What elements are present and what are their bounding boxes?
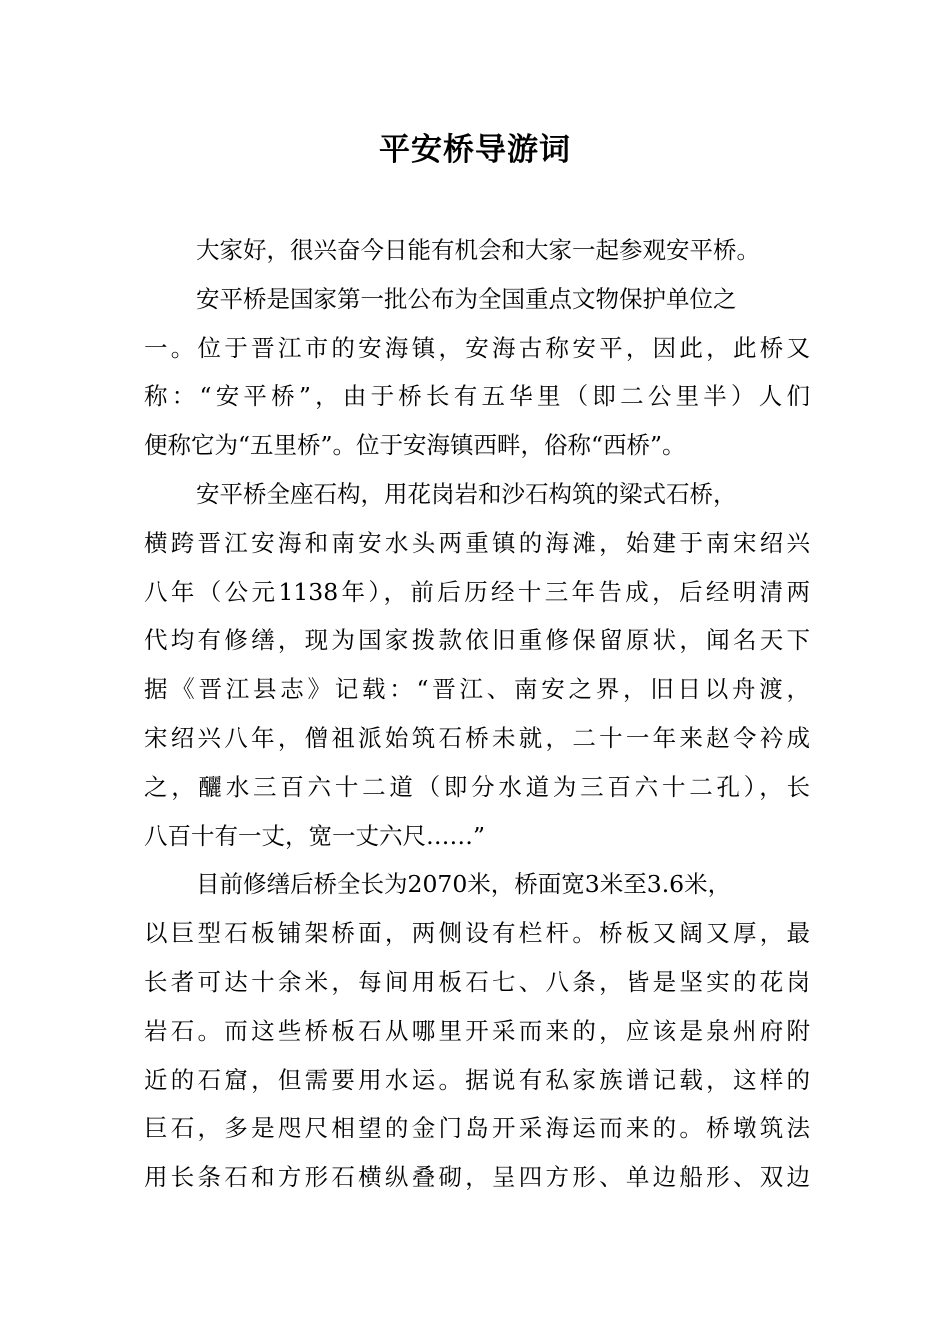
document-title: 平安桥导游词	[379, 132, 571, 168]
paragraph-line: 巨石，多是咫尺相望的金门岛开采海运而来的。桥墩筑法	[144, 1114, 810, 1143]
paragraph-line: 横跨晋江安海和南安水头两重镇的海滩，始建于南宋绍兴	[144, 528, 810, 557]
paragraph-line: 安平桥是国家第一批公布为全国重点文物保护单位之	[196, 284, 737, 313]
paragraph-line: 据《晋江县志》记载：“晋江、南安之界，旧日以舟渡，	[144, 675, 810, 704]
paragraph-line: 八年（公元1138年），前后历经十三年告成，后经明清两	[144, 577, 810, 606]
paragraph-line: 用长条石和方形石横纵叠砌，呈四方形、单边船形、双边	[144, 1163, 810, 1192]
paragraph-line: 之，釃水三百六十二道（即分水道为三百六十二孔），长	[144, 772, 810, 801]
paragraph-line: 称：“安平桥”，由于桥长有五华里（即二公里半）人们	[144, 382, 810, 411]
paragraph-line: 大家好，很兴奋今日能有机会和大家一起参观安平桥。	[196, 236, 760, 264]
document-body	[144, 226, 810, 1202]
paragraph-line: 八百十有一丈，宽一丈六尺……”	[144, 821, 486, 850]
paragraph-line: 以巨型石板铺架桥面，两侧设有栏杆。桥板又阔又厚，最	[144, 919, 810, 948]
paragraph-line: 近的石窟，但需要用水运。据说有私家族谱记载，这样的	[144, 1065, 810, 1094]
paragraph-line: 宋绍兴八年，僧祖派始筑石桥未就，二十一年来赵令衿成	[144, 723, 810, 752]
paragraph-line: 便称它为“五里桥”。位于安海镇西畔，俗称“西桥”。	[144, 431, 686, 460]
paragraph-line: 岩石。而这些桥板石从哪里开采而来的，应该是泉州府附	[144, 1016, 810, 1045]
paragraph-line: 安平桥全座石构，用花岗岩和沙石构筑的梁式石桥，	[196, 479, 737, 508]
paragraph-line: 目前修缮后桥全长为2070米，桥面宽3米至3.6米，	[196, 870, 732, 899]
paragraph-line: 长者可达十余米，每间用板石七、八条，皆是坚实的花岗	[144, 967, 810, 996]
paragraph-line: 代均有修缮，现为国家拨款依旧重修保留原状，闻名天下	[144, 626, 810, 655]
paragraph-line: 一。位于晋江市的安海镇，安海古称安平，因此，此桥又	[144, 333, 810, 362]
